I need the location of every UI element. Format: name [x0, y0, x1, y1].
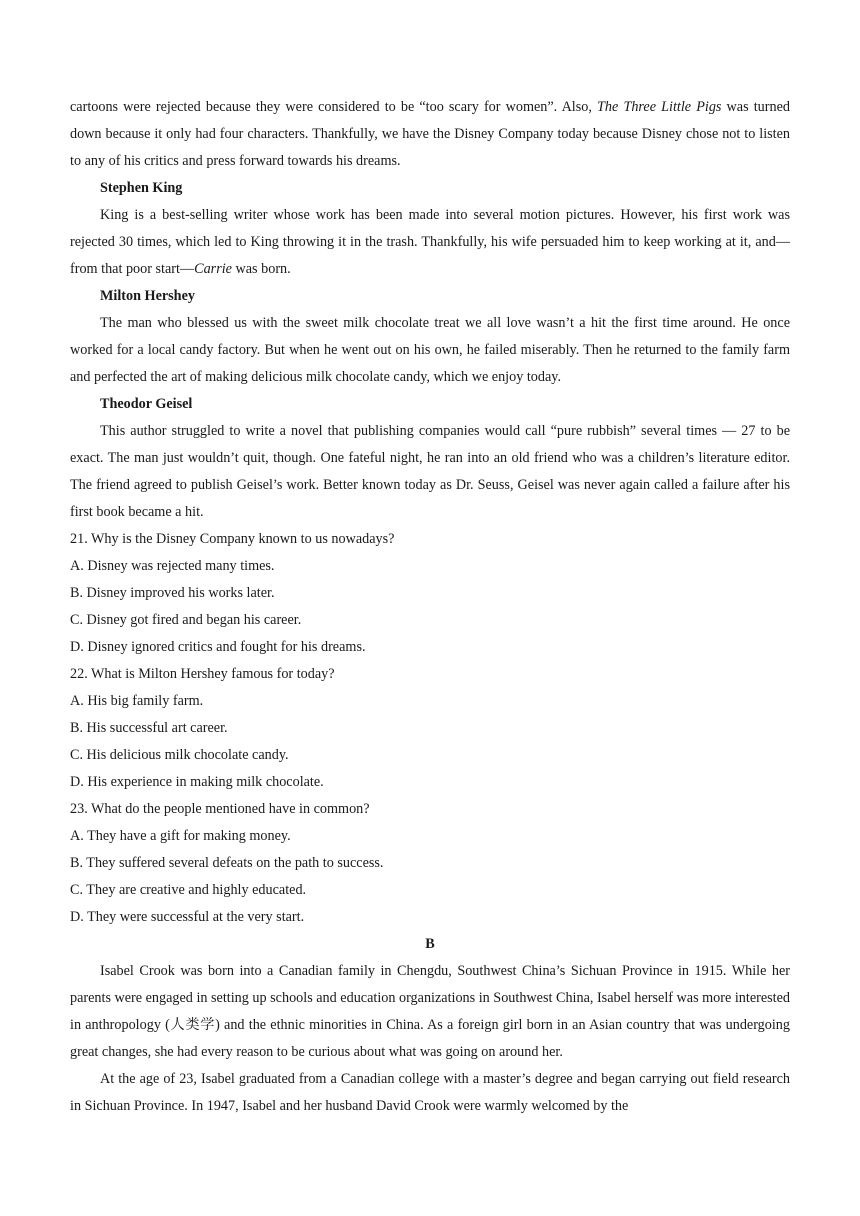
option-b: B. His successful art career. [70, 720, 228, 736]
option-a: A. They have a gift for making money. [70, 828, 291, 844]
passage-b-label: B [425, 936, 435, 952]
stephen-king-paragraph [70, 202, 790, 283]
question-stem: 23. What do the people mentioned have in common? [70, 801, 370, 817]
option-c: C. Disney got fired and began his career. [70, 612, 302, 628]
milton-hershey-heading: Milton Hershey [100, 288, 195, 304]
option-d: D. His experience in making milk chocolate. [70, 774, 324, 790]
option-b: B. Disney improved his works later. [70, 585, 275, 601]
question-21 [70, 526, 790, 661]
disney-text-start: cartoons were rejected because they were considered to be “too scary for women”. Also, [70, 99, 598, 115]
question-22 [70, 661, 790, 796]
document-page [70, 94, 790, 1120]
theodor-geisel-paragraph: This author struggled to write a novel that publishing companies would call “pure rubbish” several times — 27 to be exact. The man just wouldn’t quit, though. One fateful night, he ran into an old friend who was a children’s literature editor. The friend agreed to publish Geisel’s work. Better known today as Dr. Seuss, Geisel was never again called a failure after his first book became a hit. [70, 423, 790, 520]
option-a: A. Disney was rejected many times. [70, 558, 275, 574]
king-text-start: King is a best-selling writer whose work has been made into several motion pictures. However, his first work was rejected 30 times, which led to King throwing it in the trash. Thankfully, his wife persuaded him to keep working at it, and—from that poor start— [70, 207, 790, 277]
disney-paragraph [70, 94, 790, 175]
theodor-geisel-heading: Theodor Geisel [100, 396, 193, 412]
option-c: C. His delicious milk chocolate candy. [70, 747, 289, 763]
option-b: B. They suffered several defeats on the path to success. [70, 855, 384, 871]
carrie-title: Carrie [194, 261, 232, 277]
milton-hershey-paragraph: The man who blessed us with the sweet milk chocolate treat we all love wasn’t a hit the first time around. He once worked for a local candy factory. But when he went out on his own, he failed miserably. Then he returned to the family farm and perfected the art of making delicious milk chocolate candy, which we enjoy today. [70, 315, 790, 385]
king-text-end: was born. [231, 261, 291, 277]
question-23 [70, 796, 790, 931]
stephen-king-heading: Stephen King [100, 180, 183, 196]
isabel-crook-paragraph-1: Isabel Crook was born into a Canadian family in Chengdu, Southwest China’s Sichuan Province in 1915. While her parents were engaged in setting up schools and education organizations in Southwest China, Isabel herself was more interested in anthropology (人类学) and the ethnic minorities in China. As a foreign girl born in an Asian country that was undergoing great changes, she had every reason to be curious about what was going on around her. [70, 963, 790, 1060]
disney-text-end: was turned down because it only had four characters. Thankfully, we have the Disney Company today because Disney chose not to listen to any of his critics and press forward towards his dreams. [70, 99, 790, 169]
option-c: C. They are creative and highly educated. [70, 882, 307, 898]
option-d: D. They were successful at the very start. [70, 909, 305, 925]
option-a: A. His big family farm. [70, 693, 204, 709]
three-little-pigs-title: The Three Little Pigs [597, 99, 722, 115]
isabel-crook-paragraph-2: At the age of 23, Isabel graduated from a Canadian college with a master’s degree and began carrying out field research in Sichuan Province. In 1947, Isabel and her husband David Crook were warmly welcomed by the [70, 1071, 790, 1114]
question-stem: 21. Why is the Disney Company known to us nowadays? [70, 531, 395, 547]
question-stem: 22. What is Milton Hershey famous for today? [70, 666, 335, 682]
option-d: D. Disney ignored critics and fought for his dreams. [70, 639, 366, 655]
